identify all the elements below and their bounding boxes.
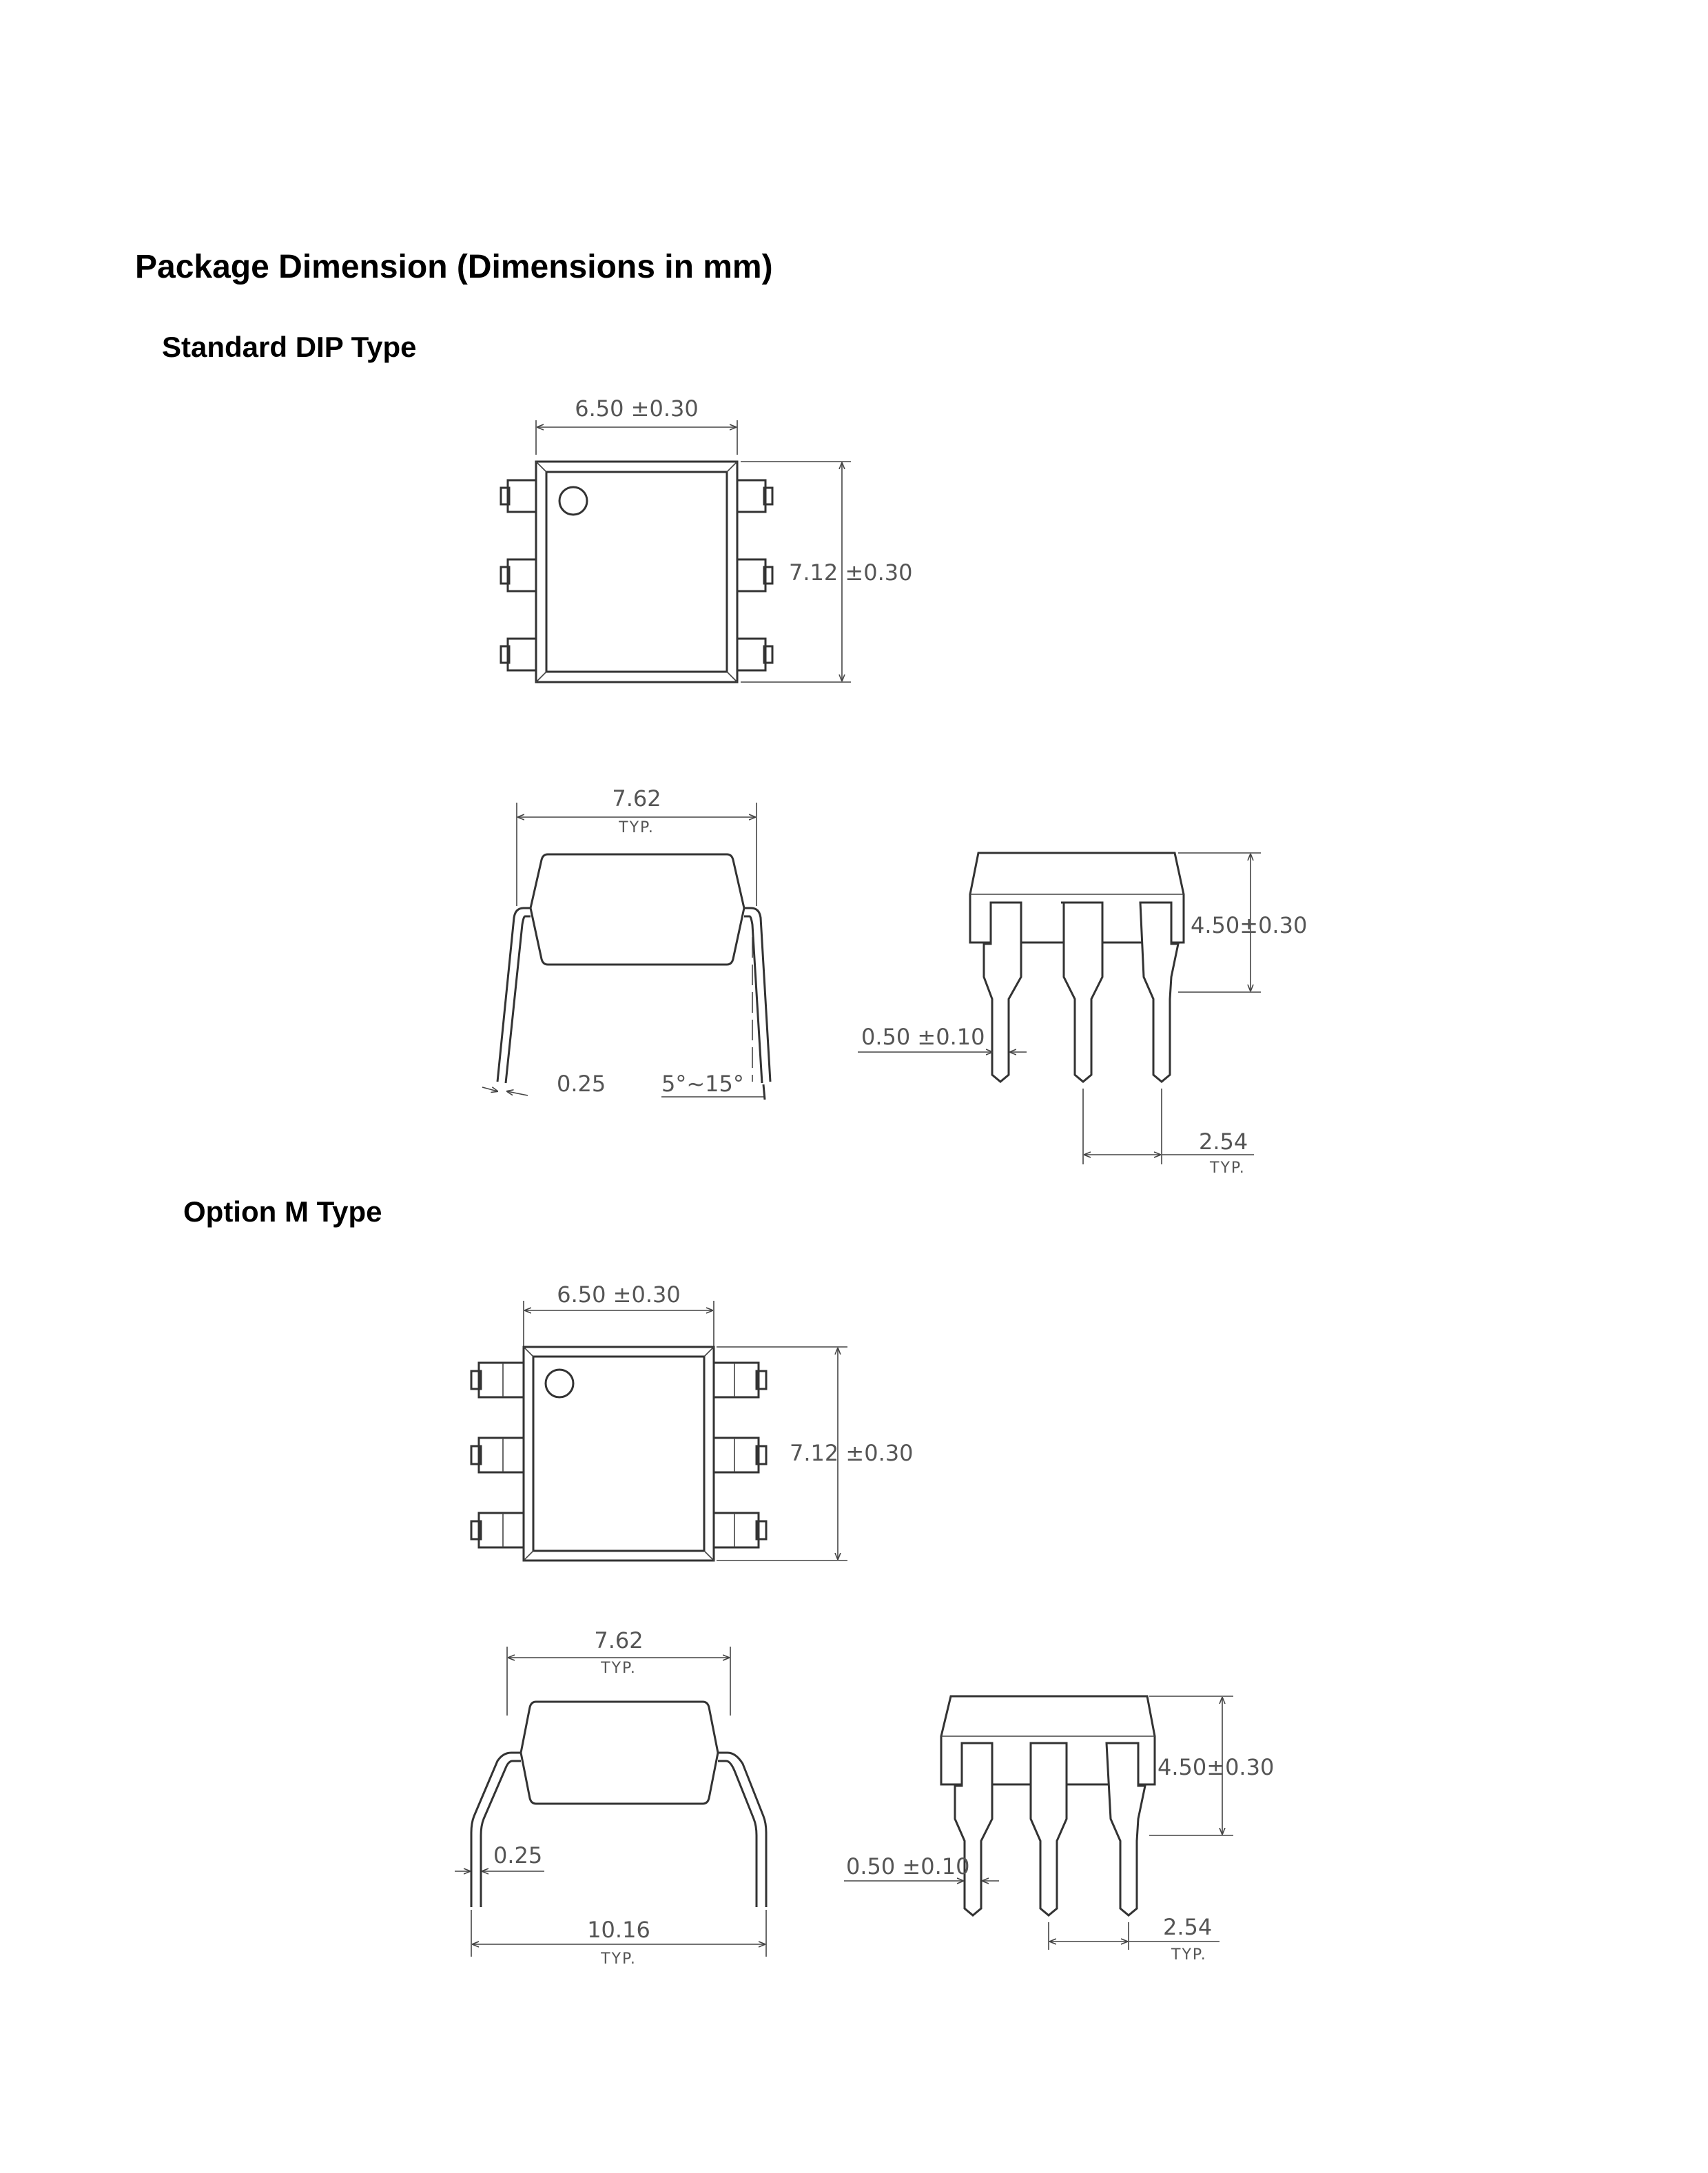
- m-front-width-label: 7.62: [594, 1627, 644, 1654]
- m-pin-width-label: 0.50 ±0.10: [846, 1853, 970, 1880]
- std-pin-pitch-note: TYP.: [1210, 1160, 1246, 1177]
- m-lead-span-note: TYP.: [601, 1950, 637, 1968]
- m-lead-thickness-label: 0.25: [493, 1842, 543, 1868]
- std-top-height-label: 7.12 ±0.30: [789, 559, 913, 586]
- option-m-heading: Option M Type: [183, 1195, 382, 1228]
- std-pin-width-label: 0.50 ±0.10: [861, 1024, 985, 1050]
- m-pin-pitch-label: 2.54: [1163, 1914, 1213, 1940]
- m-top-pins-right: [714, 1363, 766, 1547]
- m-top-pins-left: [471, 1363, 524, 1547]
- m-side-pins: [955, 1743, 1145, 1915]
- m-pin-pitch-note: TYP.: [1171, 1946, 1207, 1964]
- m-top-width-label: 6.50 ±0.30: [557, 1281, 681, 1308]
- m-lead-span-label: 10.16: [587, 1917, 650, 1943]
- std-top-pins-right: [737, 480, 772, 670]
- standard-front-view: [482, 785, 770, 1100]
- m-front-body: [521, 1702, 718, 1804]
- m-front-width-note: TYP.: [601, 1660, 637, 1677]
- option-m-side-view: [844, 1696, 1274, 1964]
- m-top-body: [524, 1347, 714, 1561]
- std-pin-pitch-label: 2.54: [1199, 1129, 1248, 1155]
- option-m-front-view: [455, 1627, 766, 1968]
- standard-top-view: [501, 395, 912, 682]
- std-top-width-label: 6.50 ±0.30: [575, 395, 699, 422]
- std-front-width-label: 7.62: [612, 785, 661, 812]
- std-side-height-label: 4.50±0.30: [1191, 912, 1308, 938]
- m-top-height-label: 7.12 ±0.30: [790, 1440, 914, 1466]
- std-lead-angle-label: 5°~15°: [661, 1071, 744, 1097]
- std-front-width-note: TYP.: [619, 819, 655, 836]
- standard-side-view: [858, 853, 1307, 1177]
- page-title: Package Dimension (Dimensions in mm): [135, 249, 773, 285]
- standard-dip-heading: Standard DIP Type: [162, 331, 417, 363]
- std-top-pins-left: [501, 480, 537, 670]
- m-side-height-label: 4.50±0.30: [1157, 1754, 1275, 1780]
- std-lead-thickness-label: 0.25: [557, 1071, 606, 1097]
- std-side-pins: [984, 903, 1178, 1082]
- option-m-top-view: [471, 1281, 913, 1561]
- std-front-body: [531, 854, 744, 965]
- std-top-body: [536, 462, 737, 682]
